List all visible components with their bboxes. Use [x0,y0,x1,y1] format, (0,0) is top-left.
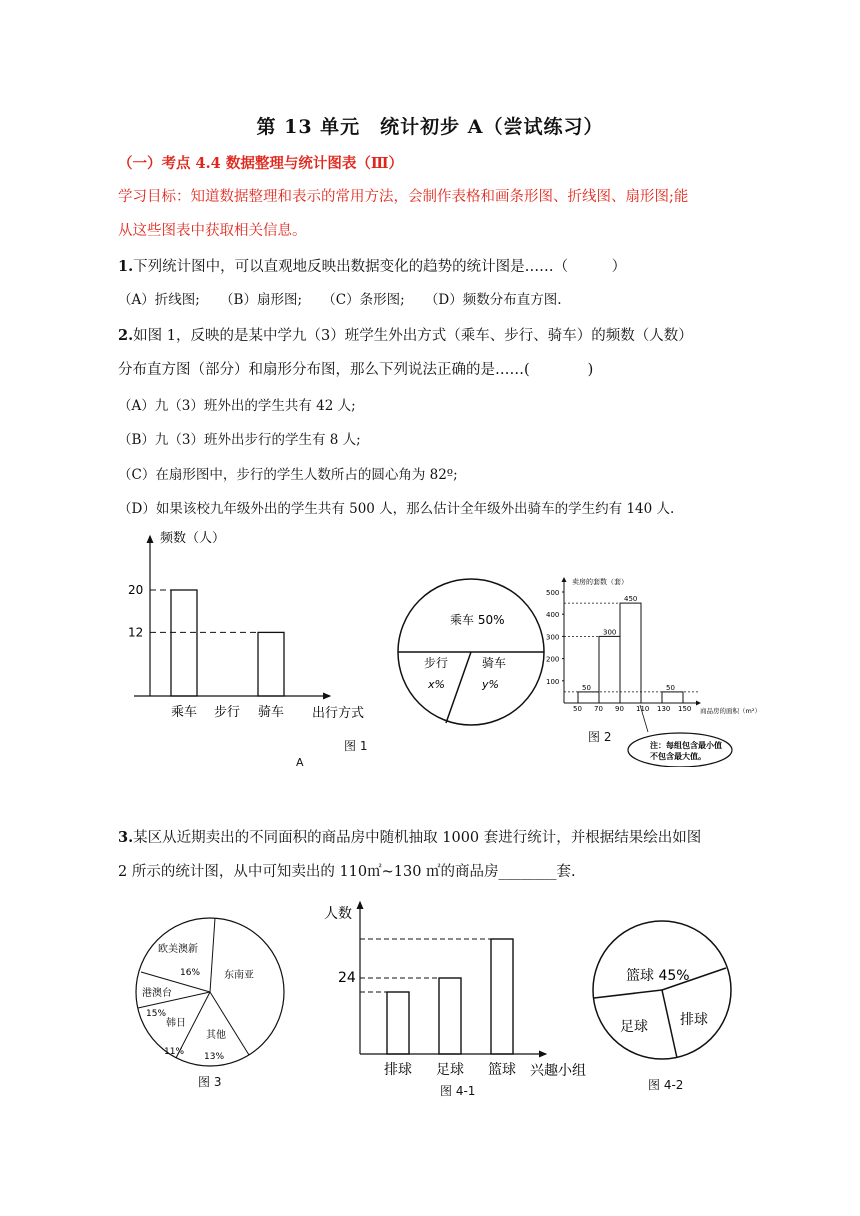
fig4-2-label-basketball: 篮球 45% [626,968,690,984]
fig2-bin-label-2: 450 [624,595,638,604]
section-heading: （一）考点 4.4 数据整理与统计图表（Ⅲ） [118,155,403,172]
fig2-xtick-5: 150 [678,705,692,713]
fig4-1-bar-1 [439,978,461,1054]
fig2-bin-label-4: 50 [666,683,675,692]
fig3-label-other: 其他 [206,1030,226,1041]
fig4-1-xtick-0: 排球 [384,1062,412,1078]
fig1-pie-chart [396,568,548,728]
fig1-pie-label-walk: 步行 [424,656,449,670]
question-1-number: 1. [118,258,134,275]
fig4-1-bar-chart [324,896,594,1086]
fig3-label-western: 欧美澳新 [158,944,198,955]
fig1-pie-label-bike: 骑车 [482,656,507,670]
fig3-pie-chart [134,912,290,1072]
fig2-bin-2 [620,603,641,703]
fig3-label-sea: 东南亚 [224,970,254,981]
question-1-options: （A）折线图; （B）扇形图; （C）条形图; （D）频数分布直方图. [118,292,562,308]
fig2-xtick-0: 50 [573,705,582,713]
fig3-pct-western: 16% [180,968,201,978]
learning-goal [118,180,758,248]
fig2-bin-label-1: 300 [603,628,617,637]
fig2-ylabel: 卖房的套数（套） [572,578,628,586]
question-3-text: 某区从近期卖出的不同面积的商品房中随机抽取 1000 套进行统计，并根据结果绘出如图 [133,830,702,846]
fig3-pct-other: 13% [204,1052,225,1062]
fig4-1-caption: 图 4-1 [440,1084,476,1098]
fig2-xtick-3: 110 [636,705,650,713]
fig1-bar-0 [171,590,197,696]
fig4-1-ylabel: 人数 [324,906,352,922]
question-2-option-a: （A）九（3）班外出的学生共有 42 人; [118,398,356,414]
fig1-pie-pct-walk: x% [428,678,445,691]
fig4-1-xtick-2: 篮球 [488,1062,516,1078]
question-3-stem-line-1 [118,828,701,848]
fig4-2-label-football: 足球 [620,1019,648,1035]
fig3-pct-jpkr: 11% [164,1047,185,1057]
question-3-stem-line-2: 2 所示的统计图，从中可知卖出的 110㎡~130 ㎡的商品房________套. [118,864,576,880]
fig2-xlabel: 商品房的面积（m²） [700,707,761,715]
fig2-ytick-2: 300 [546,633,560,642]
fig2-note-line2: 不包含最大值。 [650,752,706,761]
fig2-bin-label-0: 50 [582,683,591,692]
fig4-1-ytick-24: 24 [338,970,356,986]
fig1-pie-pct-bike: y% [482,678,499,691]
fig1-pie-label-bus: 乘车 50% [450,613,505,627]
fig2-bin-1 [599,636,620,703]
fig4-1-bar-0 [387,992,409,1054]
question-2-stem-line-2: 分布直方图（部分）和扇形分布图，那么下列说法正确的是……( ) [118,362,594,378]
question-2-option-c: （C）在扇形图中，步行的学生人数所占的圆心角为 82º; [118,467,458,483]
fig2-histogram [540,572,765,767]
learning-goal-line-1: 学习目标：知道数据整理和表示的常用方法，会制作表格和画条形图、折线图、扇形图;能 [118,189,689,205]
fig4-2-label-volleyball: 排球 [680,1012,708,1028]
question-2-number: 2. [118,327,134,344]
fig1-xtick-2: 骑车 [258,705,285,720]
fig1-ytick-0: 20 [128,583,144,597]
fig2-ytick-0: 100 [546,677,560,686]
fig4-1-xtick-1: 足球 [436,1062,464,1078]
fig4-1-xlabel: 兴趣小组 [530,1063,586,1079]
fig1-xlabel: 出行方式 [312,706,365,721]
fig2-xtick-1: 70 [594,705,603,713]
fig1-caption: 图 1 [344,739,368,753]
fig4-2-caption: 图 4-2 [648,1078,684,1092]
fig1-ylabel: 频数（人） [160,531,226,546]
fig1-xtick-1: 步行 [214,705,241,720]
fig2-bin-4 [662,692,683,703]
fig4-1-bar-2 [491,939,513,1054]
question-2-option-d: （D）如果该校九年级外出的学生共有 500 人，那么估计全年级外出骑车的学生约有 140 人. [118,501,675,517]
fig1-bar-chart [120,528,370,728]
question-1-stem [118,257,626,277]
fig2-caption: 图 2 [588,730,612,744]
fig3-pct-hkmt: 15% [146,1009,167,1019]
question-3-number: 3. [118,829,134,846]
fig1-sub-caption: A [296,756,304,769]
page-title: 第 13 单元 统计初步 A（尝试练习） [256,116,604,138]
learning-goal-line-2: 从这些图表中获取相关信息。 [118,223,307,239]
fig2-ytick-3: 400 [546,611,560,620]
fig3-caption: 图 3 [198,1075,222,1089]
fig2-xtick-2: 90 [615,705,624,713]
fig3-label-hkmt: 港澳台 [142,988,172,999]
fig1-ytick-2: 12 [128,625,144,640]
fig2-ytick-1: 200 [546,655,560,664]
fig1-bar-2 [258,632,284,696]
fig3-label-jpkr: 韩日 [166,1018,186,1029]
fig2-bin-0 [578,692,599,703]
fig1-xtick-0: 乘车 [171,705,198,720]
question-2-text: 如图 1，反映的是某中学九（3）班学生外出方式（乘车、步行、骑车）的频数（人数） [133,328,693,344]
fig2-note-line1: 注：每组包含最小值 [650,741,722,750]
fig2-ytick-4: 500 [546,589,560,597]
question-2-stem-line-1 [118,326,693,346]
fig4-2-pie-chart [590,916,736,1066]
question-1-text: 下列统计图中，可以直观地反映出数据变化的趋势的统计图是……（ ） [133,259,627,275]
question-2-option-b: （B）九（3）班外出步行的学生有 8 人; [118,432,361,448]
fig2-xtick-4: 130 [657,705,671,713]
